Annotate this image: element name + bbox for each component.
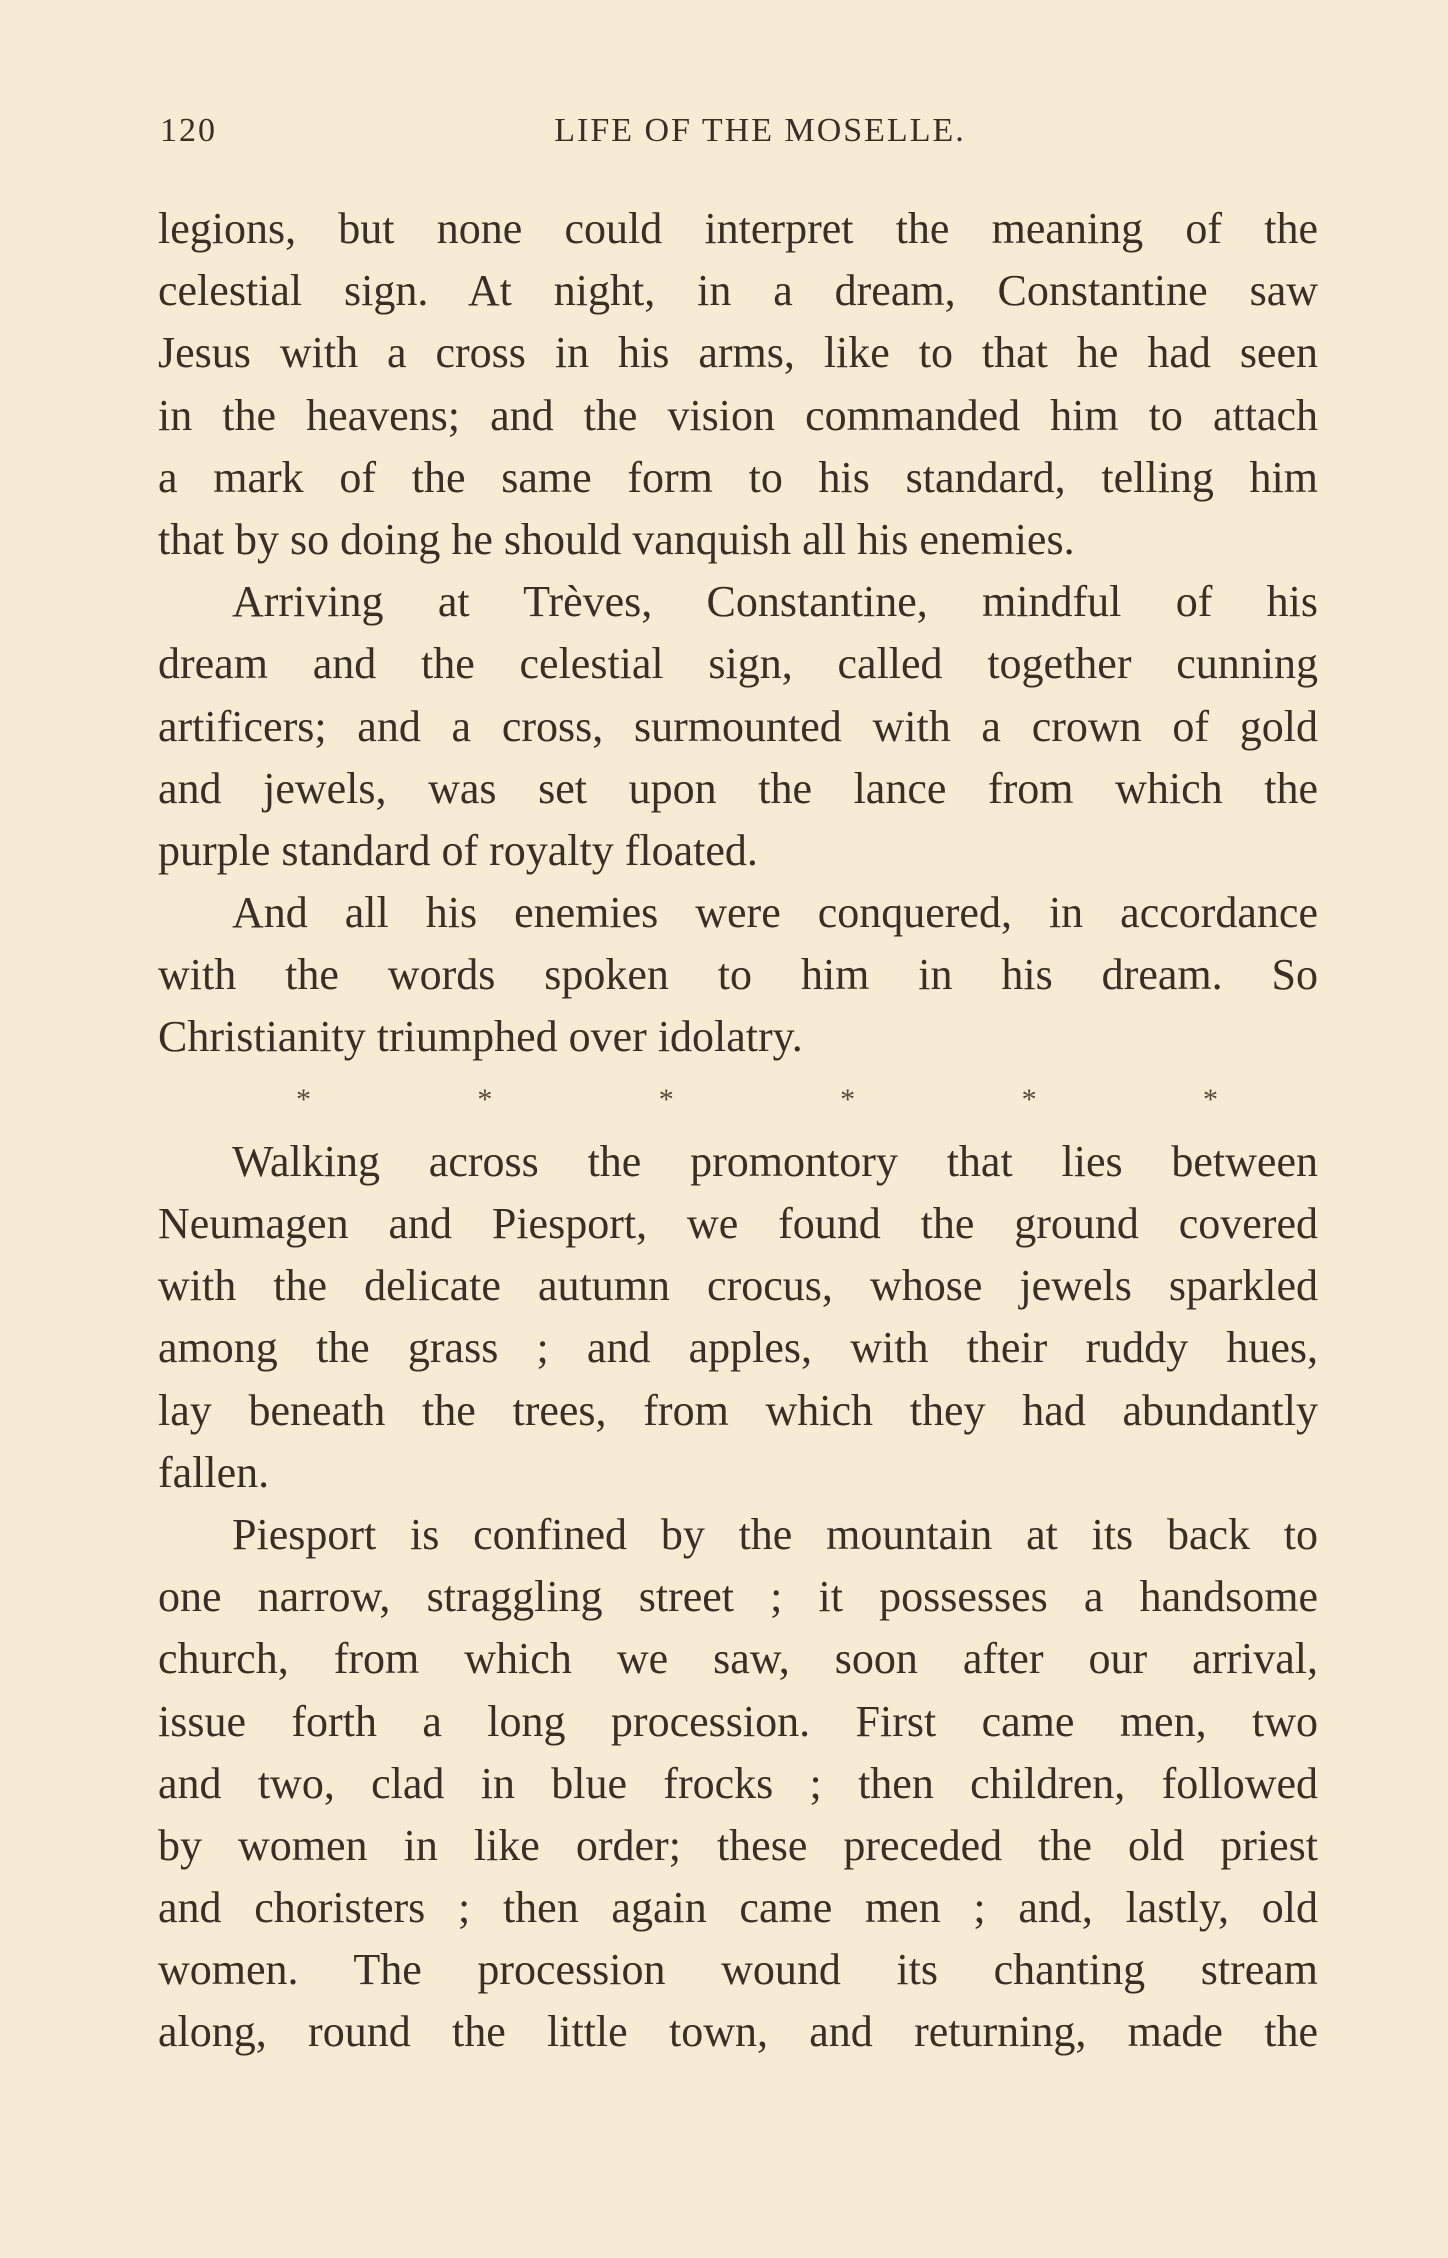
text-line: with the delicate autumn crocus, whose jewels sparkled [158,1261,1318,1311]
text-line: church, from which we saw, soon after our arrival, [158,1634,1318,1684]
text-line: and two, clad in blue frocks ; then children, followed [158,1758,1318,1808]
text-line: Arriving at Trèves, Constantine, mindful of his [232,577,1318,627]
text-line: among the grass ; and apples, with their ruddy hues, [158,1323,1318,1373]
text-line: by women in like order; these preceded the old priest [158,1820,1318,1870]
text-line: a mark of the same form to his standard, telling him [158,452,1318,502]
section-break [158,1069,1318,1131]
text-line: And all his enemies were conquered, in accordance [232,888,1318,938]
text-line: dream and the celestial sign, called together cunning [158,639,1318,689]
text-line: along, round the little town, and returning, made the [158,2007,1318,2057]
text-line: artificers; and a cross, surmounted with a crown of gold [158,701,1318,751]
text-line: legions, but none could interpret the meaning of the [158,204,1318,253]
asterisk: * [840,1082,856,1116]
asterisk: * [658,1082,674,1116]
text-line: in the heavens; and the vision commanded him to attach [158,390,1318,440]
text-line: and jewels, was set upon the lance from which the [158,763,1318,813]
text-line: one narrow, straggling street ; it possesses a handsome [158,1572,1318,1622]
text-line: Jesus with a cross in his arms, like to that he had seen [158,328,1318,378]
running-head [160,112,1320,160]
asterisk: * [296,1082,311,1116]
text-line: Piesport is confined by the mountain at its back to [232,1509,1318,1559]
asterisk: * [477,1082,493,1116]
body-text [158,198,1318,2064]
asterisk: * [1202,1082,1218,1116]
text-line: Walking across the promontory that lies between [232,1136,1318,1186]
text-line: purple standard of royalty floated. [158,825,758,875]
text-line: celestial sign. At night, in a dream, Constantine saw [158,266,1318,316]
text-line: women. The procession wound its chanting stream [158,1945,1318,1995]
asterisk: * [1021,1082,1037,1116]
text-line: that by so doing he should vanquish all his enemies. [158,514,1075,564]
text-line: with the words spoken to him in his dream. So [158,950,1318,1000]
text-line: Christianity triumphed over idolatry. [158,1012,803,1062]
text-line: lay beneath the trees, from which they had abundantly [158,1385,1318,1435]
page-number: 120 [160,112,217,149]
running-title: LIFE OF THE MOSELLE. [554,112,966,149]
text-line: fallen. [158,1447,270,1497]
text-line: issue forth a long procession. First came men, two [158,1696,1318,1746]
text-line: Neumagen and Piesport, we found the ground covered [158,1199,1318,1248]
text-line: and choristers ; then again came men ; and, lastly, old [158,1883,1318,1933]
